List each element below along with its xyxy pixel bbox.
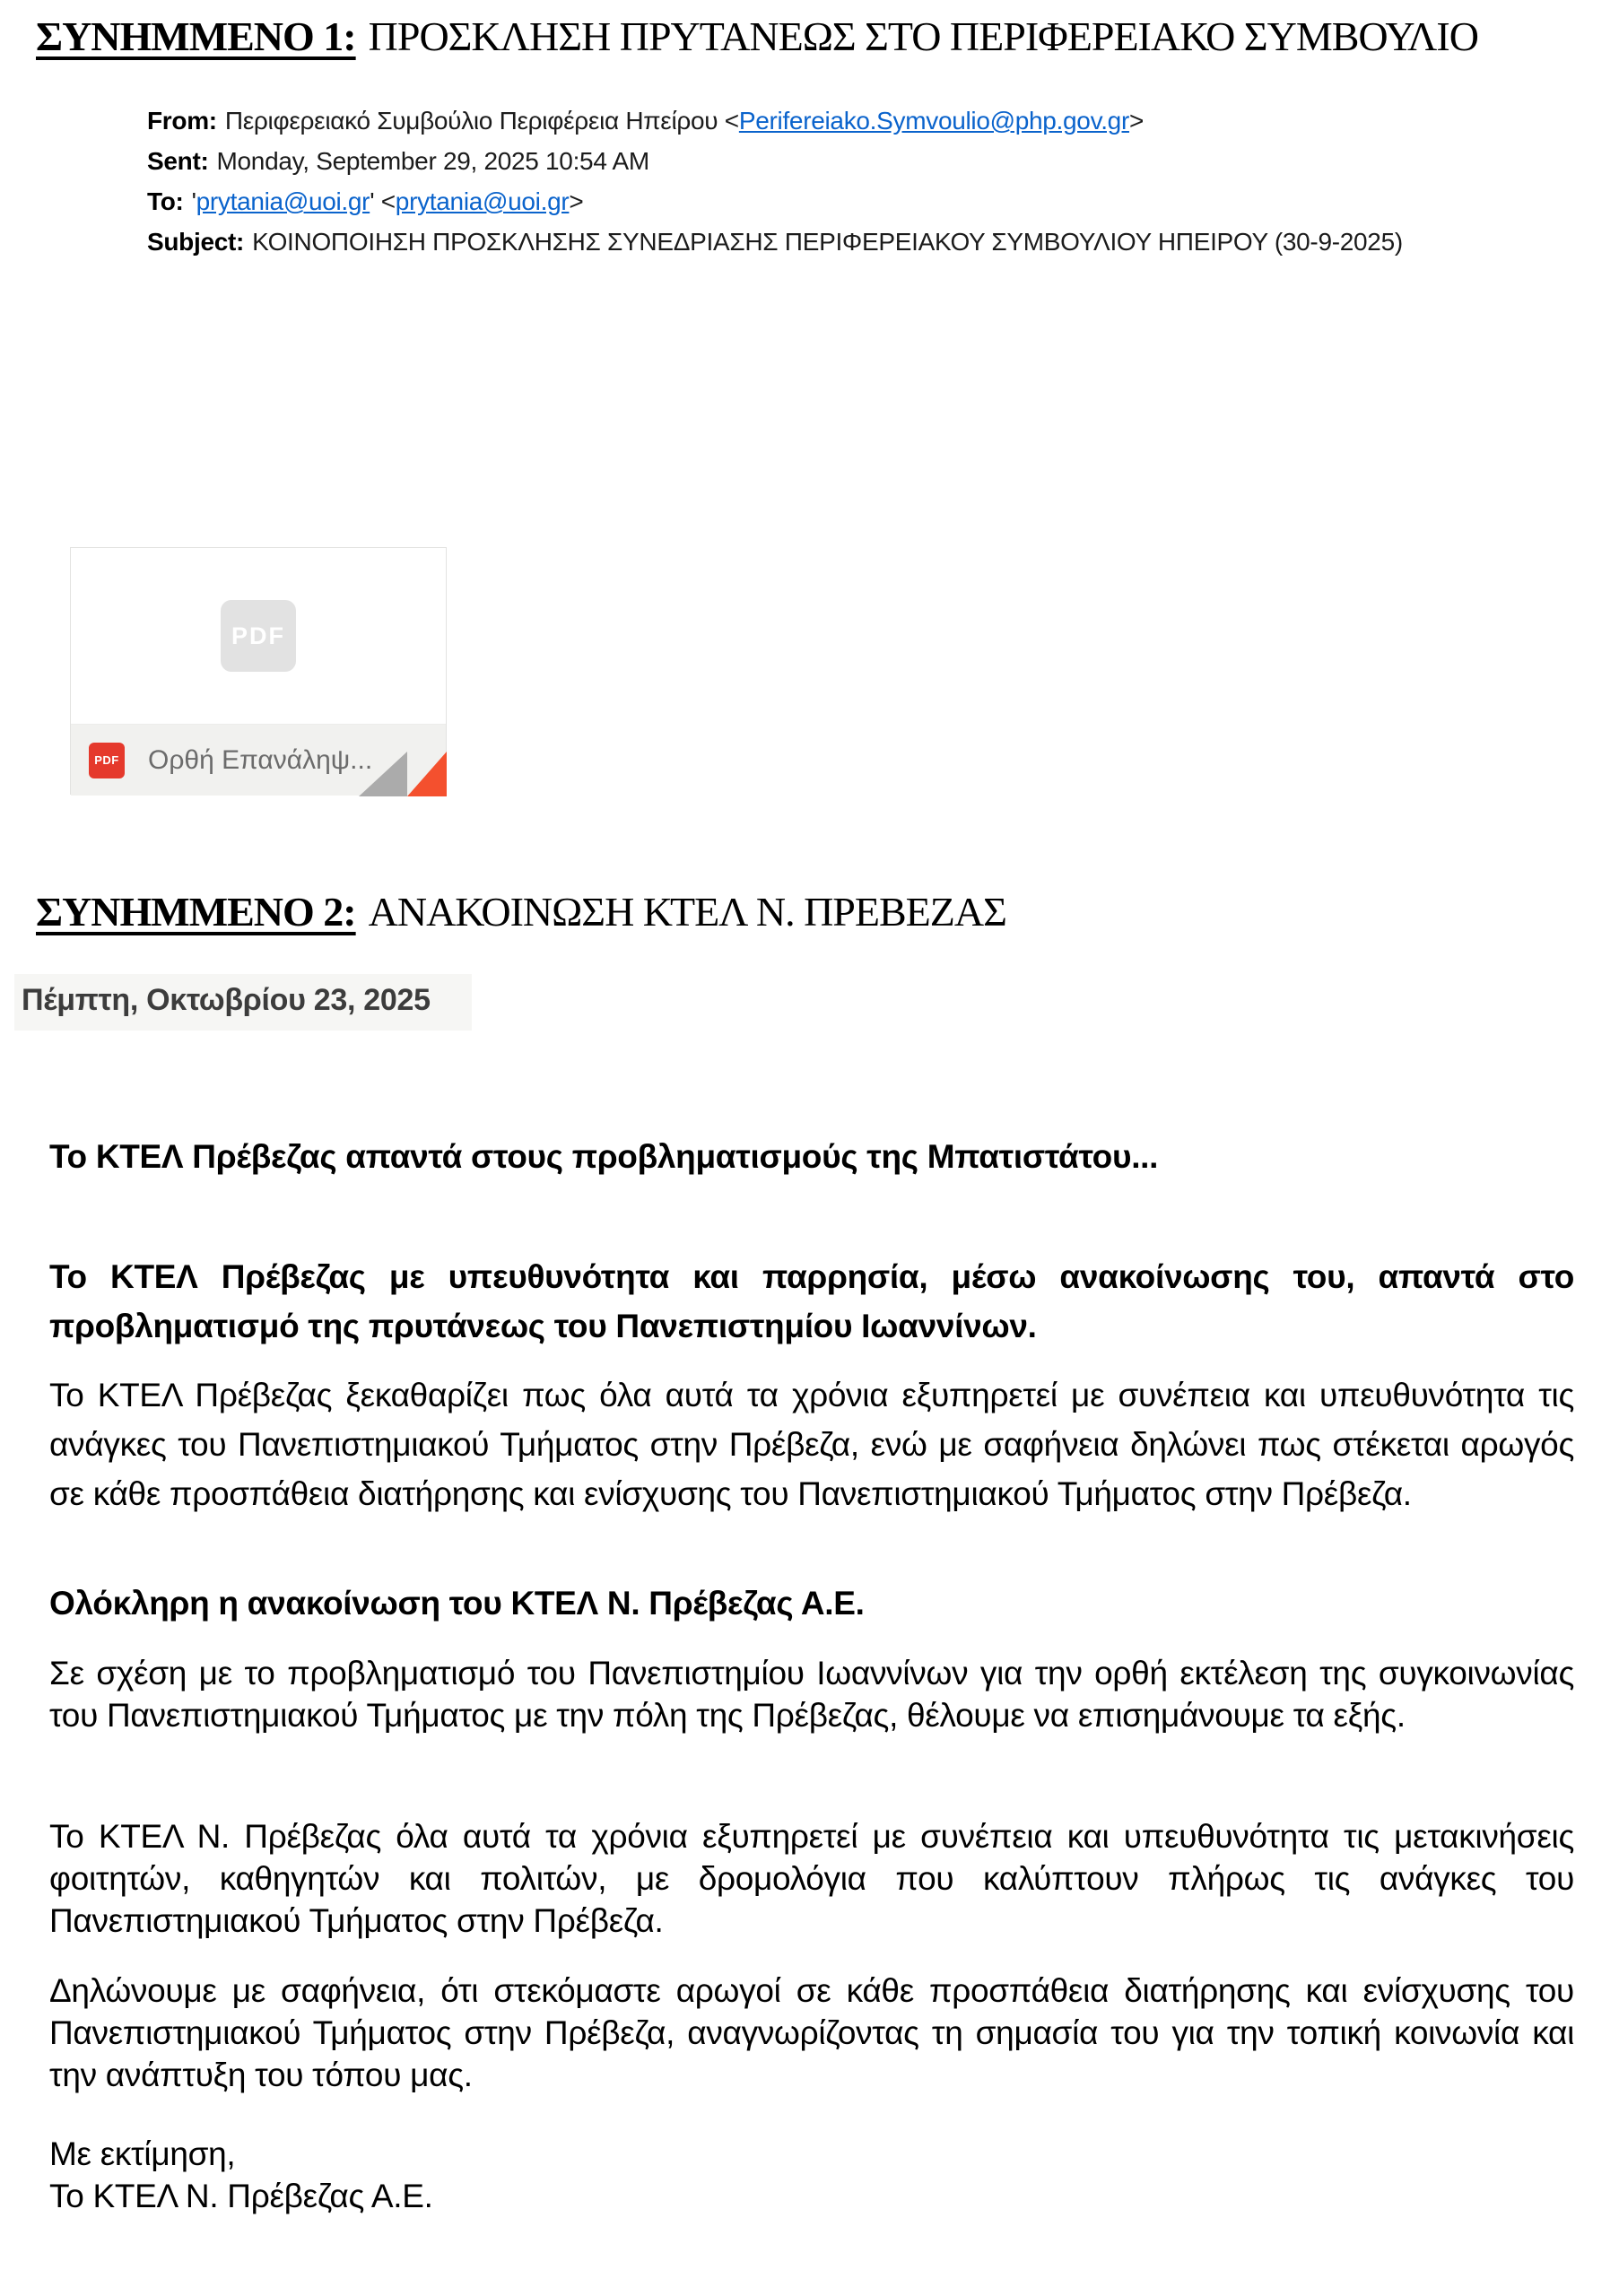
body-paragraph-lead: Το ΚΤΕΛ Πρέβεζας με υπευθυνότητα και παρρησία, μέσω ανακοίνωσης του, απαντά στο προβληματισμό της πρυτάνεως του Πανεπιστημίου Ιωαννίνων. xyxy=(49,1258,1574,1344)
to-angle-close: > xyxy=(569,187,584,215)
to-email-link[interactable]: prytania@uoi.gr xyxy=(395,187,570,215)
pdf-preview-area xyxy=(71,548,446,725)
sent-label: Sent: xyxy=(147,147,209,175)
email-sent-line xyxy=(147,141,1403,181)
body-paragraph-clarification: Το ΚΤΕΛ Πρέβεζας ξεκαθαρίζει πως όλα αυτά τα χρόνια εξυπηρετεί με συνέπεια και υπευθυνότητα τις ανάγκες του Πανεπιστημιακού Τμήματος στην Πρέβεζα, ενώ με σαφήνεια δηλώνει πως στέκεται αρωγός σε κάθε προσπάθεια διατήρησης και ενίσχυσης του Πανεπιστημιακού Τμήματος στην Πρέβεζα. xyxy=(49,1377,1574,1512)
from-name: Περιφερειακό Συμβούλιο Περιφέρεια Ηπείρου xyxy=(224,107,718,135)
attachment-file-name: Ορθή Επανάληψ... xyxy=(148,744,373,775)
attachment1-heading-title: ΠΡΟΣΚΛΗΣΗ ΠΡΥΤΑΝΕΩΣ ΣΤΟ ΠΕΡΙΦΕΡΕΙΑΚΟ ΣΥΜΒΟΥΛΙΟ xyxy=(368,13,1478,59)
signature-block xyxy=(49,2133,1574,2217)
attachment1-heading-label: ΣΥΝΗΜΜΕΝΟ 1: xyxy=(36,13,356,59)
attachment2-heading-label: ΣΥΝΗΜΜΕΝΟ 2: xyxy=(36,889,356,935)
pdf-attachment-card[interactable] xyxy=(70,547,447,795)
email-to-line xyxy=(147,181,1403,222)
body-subheading-full-announcement: Ολόκληρη η ανακοίνωση του ΚΤΕΛ Ν. Πρέβεζας Α.Ε. xyxy=(49,1585,865,1622)
from-angle-close: > xyxy=(1128,107,1145,135)
email-header-block xyxy=(147,100,1403,262)
signature-company: Το ΚΤΕΛ Ν. Πρέβεζας Α.Ε. xyxy=(49,2178,433,2214)
from-email-link[interactable]: Perifereiako.Symvoulio@php.gov.gr xyxy=(738,107,1129,135)
email-subject-line xyxy=(147,222,1403,262)
attachment2-heading xyxy=(36,888,1006,935)
to-close-quote: ' xyxy=(370,187,375,215)
body-paragraph-regarding: Σε σχέση με το προβληματισμό του Πανεπιστημίου Ιωαννίνων για την ορθή εκτέλεση της συγκοινωνίας του Πανεπιστημιακού Τμήματος με την πόλη της Πρέβεζας, θέλουμε να επισημάνουμε τα εξής. xyxy=(49,1655,1574,1734)
email-from-line xyxy=(147,100,1403,141)
attachment2-heading-title: ΑΝΑΚΟΙΝΩΣΗ ΚΤΕΛ Ν. ΠΡΕΒΕΖΑΣ xyxy=(368,889,1006,935)
to-open-quote: ' xyxy=(191,187,196,215)
body-paragraph-intro: Το ΚΤΕΛ Πρέβεζας απαντά στους προβληματισμούς της Μπατιστάτου... xyxy=(49,1138,1159,1175)
folded-corner-icon xyxy=(359,752,447,796)
from-label: From: xyxy=(147,107,217,135)
body-paragraph-support: Δηλώνουμε με σαφήνεια, ότι στεκόμαστε αρωγοί σε κάθε προσπάθεια διατήρησης και ενίσχυσης του Πανεπιστημιακού Τμήματος στην Πρέβεζα, αναγνωρίζοντας τη σημασία του για την τοπική κοινωνία και την ανάπτυξη του τόπου μας. xyxy=(49,1972,1574,2093)
article-date: Πέμπτη, Οκτωβρίου 23, 2025 xyxy=(14,974,472,1031)
body-paragraph-service: Το ΚΤΕΛ Ν. Πρέβεζας όλα αυτά τα χρόνια εξυπηρετεί με συνέπεια και υπευθυνότητα τις μετακινήσεις φοιτητών, καθηγητών και πολιτών, με δρομολόγια που καλύπτουν πλήρως τις ανάγκες του Πανεπιστημιακού Τμήματος στην Πρέβεζα. xyxy=(49,1818,1574,1939)
to-angle-open: < xyxy=(380,187,396,215)
to-label: To: xyxy=(147,187,184,215)
attachment-footer xyxy=(71,725,446,796)
subject-label: Subject: xyxy=(147,228,245,256)
from-angle-open: < xyxy=(724,107,739,135)
pdf-file-icon: PDF xyxy=(89,743,125,778)
to-quoted-email-link[interactable]: prytania@uoi.gr xyxy=(196,187,370,215)
subject-value: ΚΟΙΝΟΠΟΙΗΣΗ ΠΡΟΣΚΛΗΣΗΣ ΣΥΝΕΔΡΙΑΣΗΣ ΠΕΡΙΦΕΡΕΙΑΚΟΥ ΣΥΜΒΟΥΛΙΟΥ ΗΠΕΙΡΟΥ (30-9-2025) xyxy=(252,228,1403,256)
pdf-icon: PDF xyxy=(221,600,296,672)
signature-closing: Με εκτίμηση, xyxy=(49,2135,236,2172)
attachment1-heading xyxy=(36,13,1478,60)
sent-value: Monday, September 29, 2025 10:54 AM xyxy=(216,147,649,175)
